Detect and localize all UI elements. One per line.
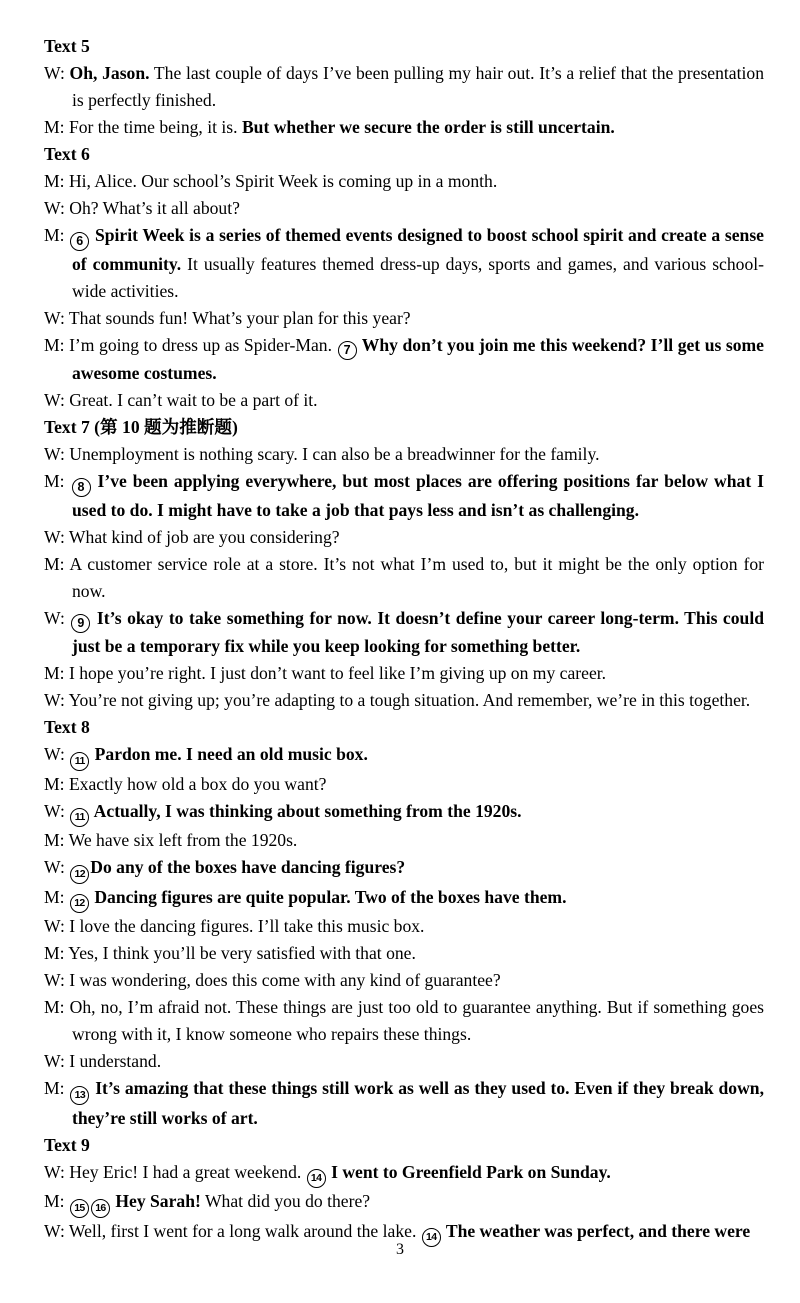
dialogue-line [44, 305, 764, 332]
transcript-text-bold: I went to Greenfield Park on Sunday. [326, 1161, 611, 1182]
speaker-label: M: [44, 663, 69, 683]
dialogue-line [44, 940, 764, 967]
transcript-text: You’re not giving up; you’re adapting to a tough situation. And remember, we’re in this together. [68, 690, 751, 710]
transcript-text: I love the dancing figures. I’ll take this music box. [69, 916, 425, 936]
section-heading [44, 414, 764, 441]
dialogue-line [44, 1159, 764, 1189]
transcript-text-bold: Text 6 [44, 144, 90, 164]
circled-number: 12 [70, 894, 89, 913]
dialogue-line [44, 1048, 764, 1075]
speaker-label: W: [44, 800, 70, 821]
transcript-text-bold: But whether we secure the order is still uncertain. [241, 117, 615, 137]
speaker-label: M: [44, 830, 69, 850]
circled-number: 6 [70, 232, 89, 251]
transcript-text-bold: Do any of the boxes have dancing figures? [90, 857, 406, 877]
speaker-label: M: [44, 225, 70, 245]
section-heading [44, 1132, 764, 1159]
dialogue-line [44, 524, 764, 551]
dialogue-line [44, 441, 764, 468]
dialogue-line [44, 660, 764, 687]
dialogue-line [44, 884, 764, 914]
circled-number: 14 [422, 1228, 441, 1247]
speaker-label: M: [44, 334, 70, 355]
speaker-label: M: [44, 1078, 70, 1098]
transcript-text: I’m going to dress up as Spider-Man. [69, 334, 337, 355]
dialogue-line [44, 332, 764, 388]
speaker-label: W: [44, 607, 71, 628]
transcript-text: A customer service role at a store. It’s not what I’m used to, but it might be the only option for now. [69, 553, 764, 601]
dialogue-line [44, 387, 764, 414]
transcript-text: Oh? What’s it all about? [69, 198, 240, 218]
speaker-label: W: [44, 198, 70, 218]
dialogue-line [44, 771, 764, 798]
speaker-label: M: [44, 886, 69, 907]
transcript-text-bold: Text 9 [44, 1134, 90, 1155]
transcript-text-bold: Why don’t you join me this weekend? I’ll get us some awesome costumes. [72, 334, 764, 383]
dialogue-line [44, 168, 764, 195]
transcript-text: Yes, I think you’ll be very satisfied with that one. [68, 943, 416, 963]
transcript-text: What kind of job are you considering? [68, 526, 340, 547]
circled-number: 9 [71, 614, 90, 633]
transcript-text-bold: I’ve been applying everywhere, but most places are offering positions far below what I used to do. I might have to take a job that pays less and isn’t as challenging. [72, 471, 765, 520]
speaker-label: M: [44, 171, 69, 191]
page-number: 3 [396, 1241, 404, 1258]
speaker-label: W: [44, 690, 69, 710]
circled-number: 8 [72, 478, 91, 497]
circled-number: 13 [70, 1086, 89, 1105]
speaker-label: W: [44, 970, 70, 990]
speaker-label: W: [44, 1161, 70, 1182]
dialogue-line [44, 114, 764, 141]
transcript-text: Exactly how old a box do you want? [68, 773, 327, 794]
transcript [44, 33, 764, 1247]
dialogue-line [44, 913, 764, 940]
speaker-label: W: [44, 63, 70, 83]
speaker-label: W: [44, 744, 70, 764]
speaker-label: M: [44, 117, 69, 137]
speaker-label: W: [44, 444, 70, 464]
transcript-text-bold: Hey Sarah! [110, 1191, 201, 1211]
transcript-text: It usually features themed dress-up days, sports and games, and various school-wide activities. [72, 253, 765, 301]
circled-number: 11 [70, 808, 89, 827]
speaker-label: M: [44, 1191, 69, 1211]
dialogue-line [44, 195, 764, 222]
transcript-text: Great. I can’t wait to be a part of it. [69, 390, 318, 410]
speaker-label: W: [44, 857, 70, 877]
transcript-text-bold: Oh, Jason. [69, 63, 150, 83]
circled-number: 15 [70, 1199, 89, 1218]
dialogue-line [44, 854, 764, 884]
circled-number: 14 [307, 1169, 326, 1188]
circled-number: 7 [338, 341, 357, 360]
transcript-text: Hey Eric! I had a great weekend. [69, 1161, 306, 1182]
transcript-text-bold: Pardon me. I need an old music box. [90, 744, 368, 764]
transcript-text: Hi, Alice. Our school’s Spirit Week is coming up in a month. [68, 171, 498, 191]
speaker-label: M: [44, 471, 71, 491]
transcript-text-bold: Dancing figures are quite popular. Two of the boxes have them. [89, 886, 567, 907]
speaker-label: W: [44, 916, 70, 936]
section-heading [44, 714, 764, 741]
transcript-text-bold: Spirit Week is a series of themed events designed to boost school spirit and create a sense of community. [72, 225, 764, 274]
circled-number: 11 [70, 752, 89, 771]
dialogue-line [44, 967, 764, 994]
speaker-label: W: [44, 1220, 69, 1241]
dialogue-line [44, 60, 764, 114]
transcript-text: Unemployment is nothing scary. I can also be a breadwinner for the family. [69, 444, 600, 464]
dialogue-line [44, 798, 764, 828]
transcript-text-bold: The weather was perfect, and there were [441, 1220, 751, 1241]
dialogue-line [44, 687, 764, 714]
dialogue-line [44, 827, 764, 854]
speaker-label: W: [44, 526, 69, 547]
speaker-label: M: [44, 943, 69, 963]
transcript-text-bold: It’s amazing that these things still work as well as they used to. Even if they break down, they’re still works of art. [72, 1078, 764, 1128]
transcript-text-bold: It’s okay to take something for now. It doesn’t define your career long-term. This could just be a temporary fix while you keep looking for something better. [72, 607, 764, 656]
transcript-text-bold: Text 7 (第 10 题为推断题) [44, 417, 238, 437]
transcript-text-bold: Text 5 [44, 36, 90, 56]
transcript-text: What did you do there? [200, 1191, 371, 1211]
dialogue-line [44, 1075, 764, 1132]
circled-number: 16 [91, 1199, 110, 1218]
dialogue-line [44, 605, 764, 661]
transcript-text: For the time being, it is. [68, 117, 242, 137]
transcript-text: I understand. [69, 1051, 162, 1071]
speaker-label: M: [44, 997, 70, 1017]
speaker-label: M: [44, 553, 70, 574]
speaker-label: W: [44, 1051, 70, 1071]
speaker-label: M: [44, 773, 69, 794]
transcript-text: I hope you’re right. I just don’t want to feel like I’m giving up on my career. [68, 663, 607, 683]
circled-number: 12 [70, 865, 89, 884]
dialogue-line [44, 222, 764, 305]
dialogue-line [44, 994, 764, 1048]
transcript-text: That sounds fun! What’s your plan for this year? [68, 307, 411, 328]
dialogue-line [44, 551, 764, 605]
transcript-text: Well, first I went for a long walk around the lake. [68, 1220, 421, 1241]
transcript-text: I was wondering, does this come with any kind of guarantee? [69, 970, 501, 990]
speaker-label: W: [44, 390, 70, 410]
transcript-text: The last couple of days I’ve been pulling my hair out. It’s a relief that the presentation is perfectly finished. [72, 63, 764, 110]
transcript-text-bold: Text 8 [44, 717, 90, 737]
transcript-text: We have six left from the 1920s. [68, 830, 298, 850]
section-heading [44, 141, 764, 168]
speaker-label: W: [44, 307, 69, 328]
transcript-text: Oh, no, I’m afraid not. These things are just too old to guarantee anything. But if something goes wrong with it, I know someone who repairs these things. [69, 997, 764, 1044]
dialogue-line [44, 468, 764, 524]
section-heading [44, 33, 764, 60]
transcript-text-bold: Actually, I was thinking about something from the 1920s. [90, 800, 522, 821]
dialogue-line [44, 741, 764, 771]
dialogue-line [44, 1188, 764, 1218]
